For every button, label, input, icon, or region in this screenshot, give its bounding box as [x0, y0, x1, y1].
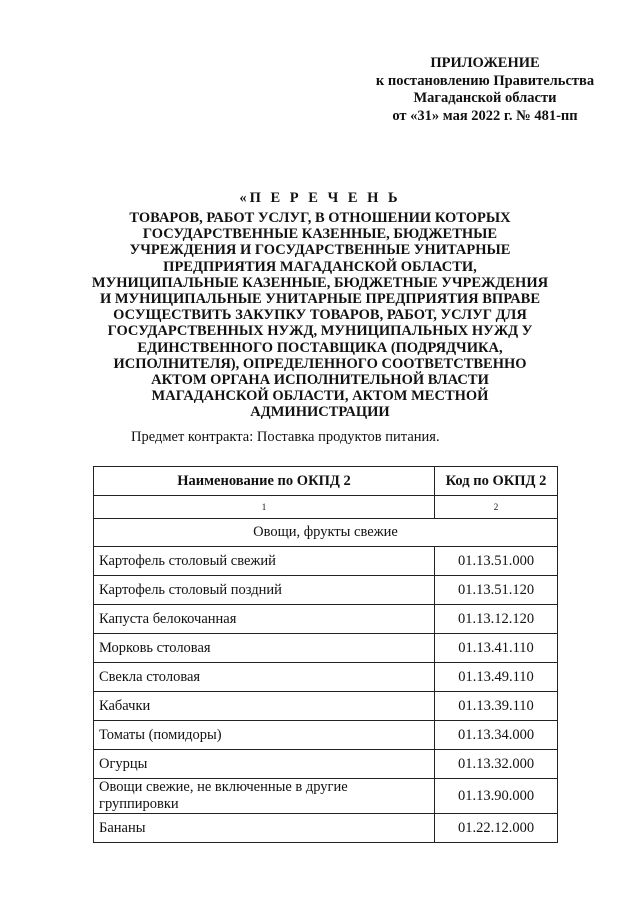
appendix-line: к постановлению Правительства: [375, 72, 595, 89]
item-code: 01.13.34.000: [435, 721, 558, 750]
title-body: [75, 210, 565, 421]
title-line: ГОСУДАРСТВЕННЫХ НУЖД, МУНИЦИПАЛЬНЫХ НУЖД У: [107, 323, 533, 340]
item-name: Овощи свежие, не включенные в другие группировки: [94, 779, 435, 814]
item-name: Огурцы: [94, 750, 435, 779]
okpd-table: [93, 466, 558, 843]
column-number: 2: [435, 496, 558, 519]
item-code: 01.13.49.110: [435, 663, 558, 692]
item-code: 01.13.32.000: [435, 750, 558, 779]
item-name: Капуста белокочанная: [94, 605, 435, 634]
header-code: Код по ОКПД 2: [435, 467, 558, 496]
title-line: ОСУЩЕСТВИТЬ ЗАКУПКУ ТОВАРОВ, РАБОТ, УСЛУГ ДЛЯ: [113, 307, 527, 324]
column-number: 1: [94, 496, 435, 519]
table-row: [94, 634, 558, 663]
title-line: УЧРЕЖДЕНИЯ И ГОСУДАРСТВЕННЫЕ УНИТАРНЫЕ: [129, 242, 511, 259]
table-row: [94, 576, 558, 605]
item-name: Картофель столовый свежий: [94, 547, 435, 576]
title-line: АДМИНИСТРАЦИИ: [250, 404, 390, 421]
contract-subject: Предмет контракта: Поставка продуктов питания.: [131, 429, 440, 445]
title-line: ПРЕДПРИЯТИЯ МАГАДАНСКОЙ ОБЛАСТИ,: [163, 258, 477, 275]
table-row: [94, 750, 558, 779]
title-line: ИСПОЛНИТЕЛЯ), ОПРЕДЕЛЕННОГО СООТВЕТСТВЕННО: [113, 355, 527, 372]
table-row: [94, 814, 558, 843]
item-name: Томаты (помидоры): [94, 721, 435, 750]
title-line: АКТОМ ОРГАНА ИСПОЛНИТЕЛЬНОЙ ВЛАСТИ: [151, 372, 489, 389]
item-code: 01.13.12.120: [435, 605, 558, 634]
appendix-block: [320, 55, 640, 125]
title-line: И МУНИЦИПАЛЬНЫЕ УНИТАРНЫЕ ПРЕДПРИЯТИЯ ВПРАВЕ: [99, 291, 541, 308]
table-header-row: [94, 467, 558, 496]
appendix-line: Магаданской области: [413, 90, 557, 106]
column-number-row: [94, 496, 558, 519]
table-row: [94, 721, 558, 750]
table-row: [94, 663, 558, 692]
item-name: Бананы: [94, 814, 435, 843]
item-code: 01.13.51.120: [435, 576, 558, 605]
title-line: МАГАДАНСКОЙ ОБЛАСТИ, АКТОМ МЕСТНОЙ: [151, 388, 489, 405]
header-name: Наименование по ОКПД 2: [94, 467, 435, 496]
item-name: Картофель столовый поздний: [94, 576, 435, 605]
item-code: 01.13.39.110: [435, 692, 558, 721]
title-line: ЕДИНСТВЕННОГО ПОСТАВЩИКА (ПОДРЯДЧИКА,: [137, 339, 503, 356]
item-code: 01.13.90.000: [435, 779, 558, 814]
table-row: [94, 605, 558, 634]
item-name: Кабачки: [94, 692, 435, 721]
table-row: [94, 547, 558, 576]
group-label: Овощи, фрукты свежие: [94, 519, 558, 547]
title-line: ТОВАРОВ, РАБОТ УСЛУГ, В ОТНОШЕНИИ КОТОРЫХ: [129, 210, 511, 226]
appendix-heading: ПРИЛОЖЕНИЕ: [430, 55, 540, 71]
group-row: [94, 519, 558, 547]
item-code: 01.22.12.000: [435, 814, 558, 843]
item-name: Морковь столовая: [94, 634, 435, 663]
title-line: МУНИЦИПАЛЬНЫЕ КАЗЕННЫЕ, БЮДЖЕТНЫЕ УЧРЕЖДЕНИЯ: [91, 274, 549, 291]
table-row: [94, 692, 558, 721]
item-code: 01.13.41.110: [435, 634, 558, 663]
title-perechen: «П Е Р Е Ч Е Н Ь: [239, 190, 401, 206]
document-title: [75, 188, 565, 421]
appendix-line: от «31» мая 2022 г. № 481-пп: [392, 107, 578, 124]
item-code: 01.13.51.000: [435, 547, 558, 576]
item-name: Свекла столовая: [94, 663, 435, 692]
table-row: [94, 779, 558, 814]
title-line: ГОСУДАРСТВЕННЫЕ КАЗЕННЫЕ, БЮДЖЕТНЫЕ: [142, 226, 498, 243]
